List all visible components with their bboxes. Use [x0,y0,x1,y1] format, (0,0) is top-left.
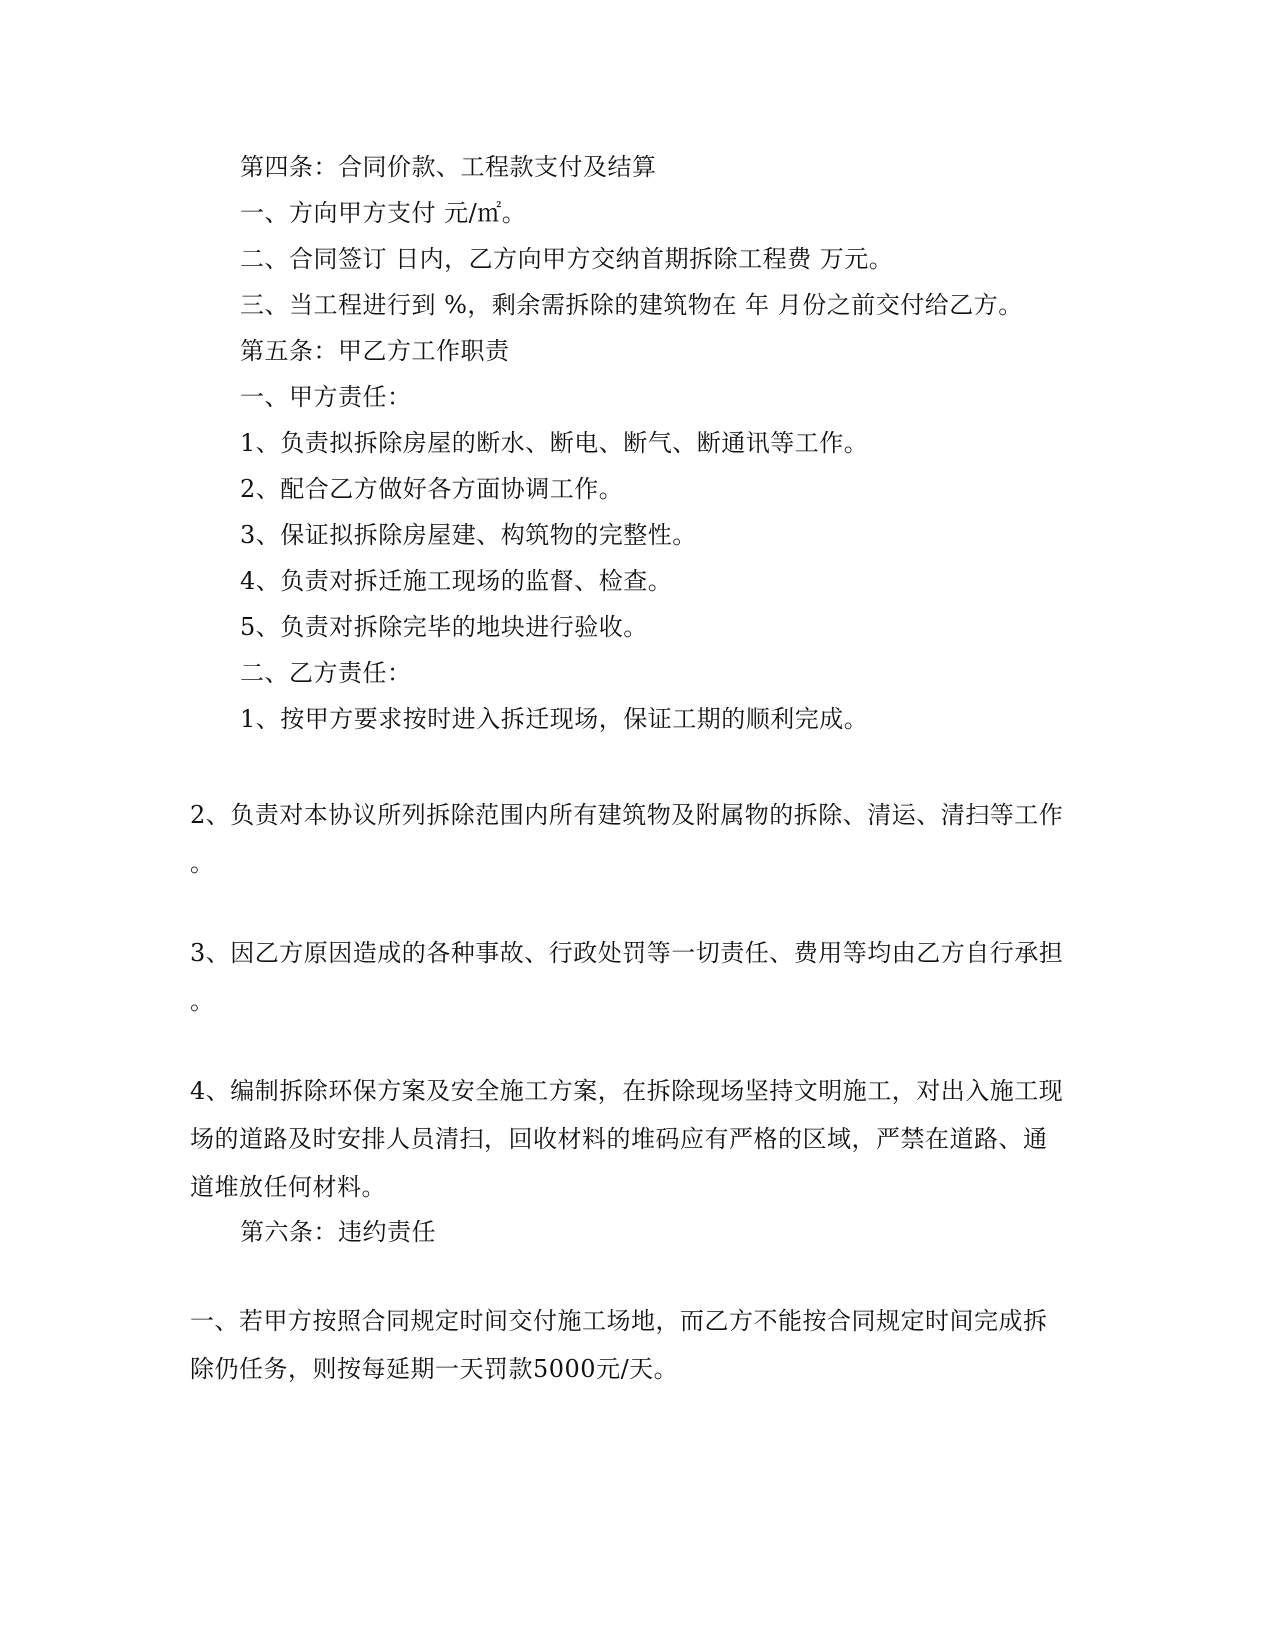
article-4-item-3: 三、当工程进行到 %，剩余需拆除的建筑物在 年 月份之前交付给乙方。 [240,291,1023,319]
party-a-duty-1: 1、负责拟拆除房屋的断水、断电、断气、断通讯等工作。 [240,429,869,457]
party-a-heading: 一、甲方责任： [240,383,412,411]
article-6-heading: 第六条：违约责任 [240,1218,436,1246]
party-a-duty-4: 4、负责对拆迁施工现场的监督、检查。 [240,567,673,595]
text-line: 除仍任务，则按每延期一天罚款5000元/天。 [190,1355,679,1383]
text-line: 道堆放任何材料。 [190,1173,386,1201]
party-b-heading: 二、乙方责任： [240,659,412,687]
article-4-heading: 第四条：合同价款、工程款支付及结算 [240,153,657,181]
party-a-duty-2: 2、配合乙方做好各方面协调工作。 [240,475,624,503]
party-b-duty-2 [190,791,1080,887]
text-line: 。 [190,987,215,1015]
text-line: 4、编制拆除环保方案及安全施工方案，在拆除现场坚持文明施工，对出入施工现 [190,1077,1064,1105]
party-b-duty-4 [190,1067,1080,1211]
article-4-item-1: 一、方向甲方支付 元/㎡。 [240,199,527,227]
article-4-item-2: 二、合同签订 日内，乙方向甲方交纳首期拆除工程费 万元。 [240,245,894,273]
party-a-duty-5: 5、负责对拆除完毕的地块进行验收。 [240,613,648,641]
party-a-duty-3: 3、保证拟拆除房屋建、构筑物的完整性。 [240,521,697,549]
article-5-heading: 第五条：甲乙方工作职责 [240,337,510,365]
text-line: 。 [190,849,215,877]
party-b-duty-3 [190,929,1080,1025]
text-line: 场的道路及时安排人员清扫，回收材料的堆码应有严格的区域，严禁在道路、通 [190,1125,1048,1153]
breach-clause-1 [190,1297,1080,1393]
text-line: 3、因乙方原因造成的各种事故、行政处罚等一切责任、费用等均由乙方自行承担 [190,939,1064,967]
text-line: 一、若甲方按照合同规定时间交付施工场地，而乙方不能按合同规定时间完成拆 [190,1307,1048,1335]
text-line: 2、负责对本协议所列拆除范围内所有建筑物及附属物的拆除、清运、清扫等工作 [190,801,1064,829]
party-b-duty-1: 1、按甲方要求按时进入拆迁现场，保证工期的顺利完成。 [240,705,869,733]
